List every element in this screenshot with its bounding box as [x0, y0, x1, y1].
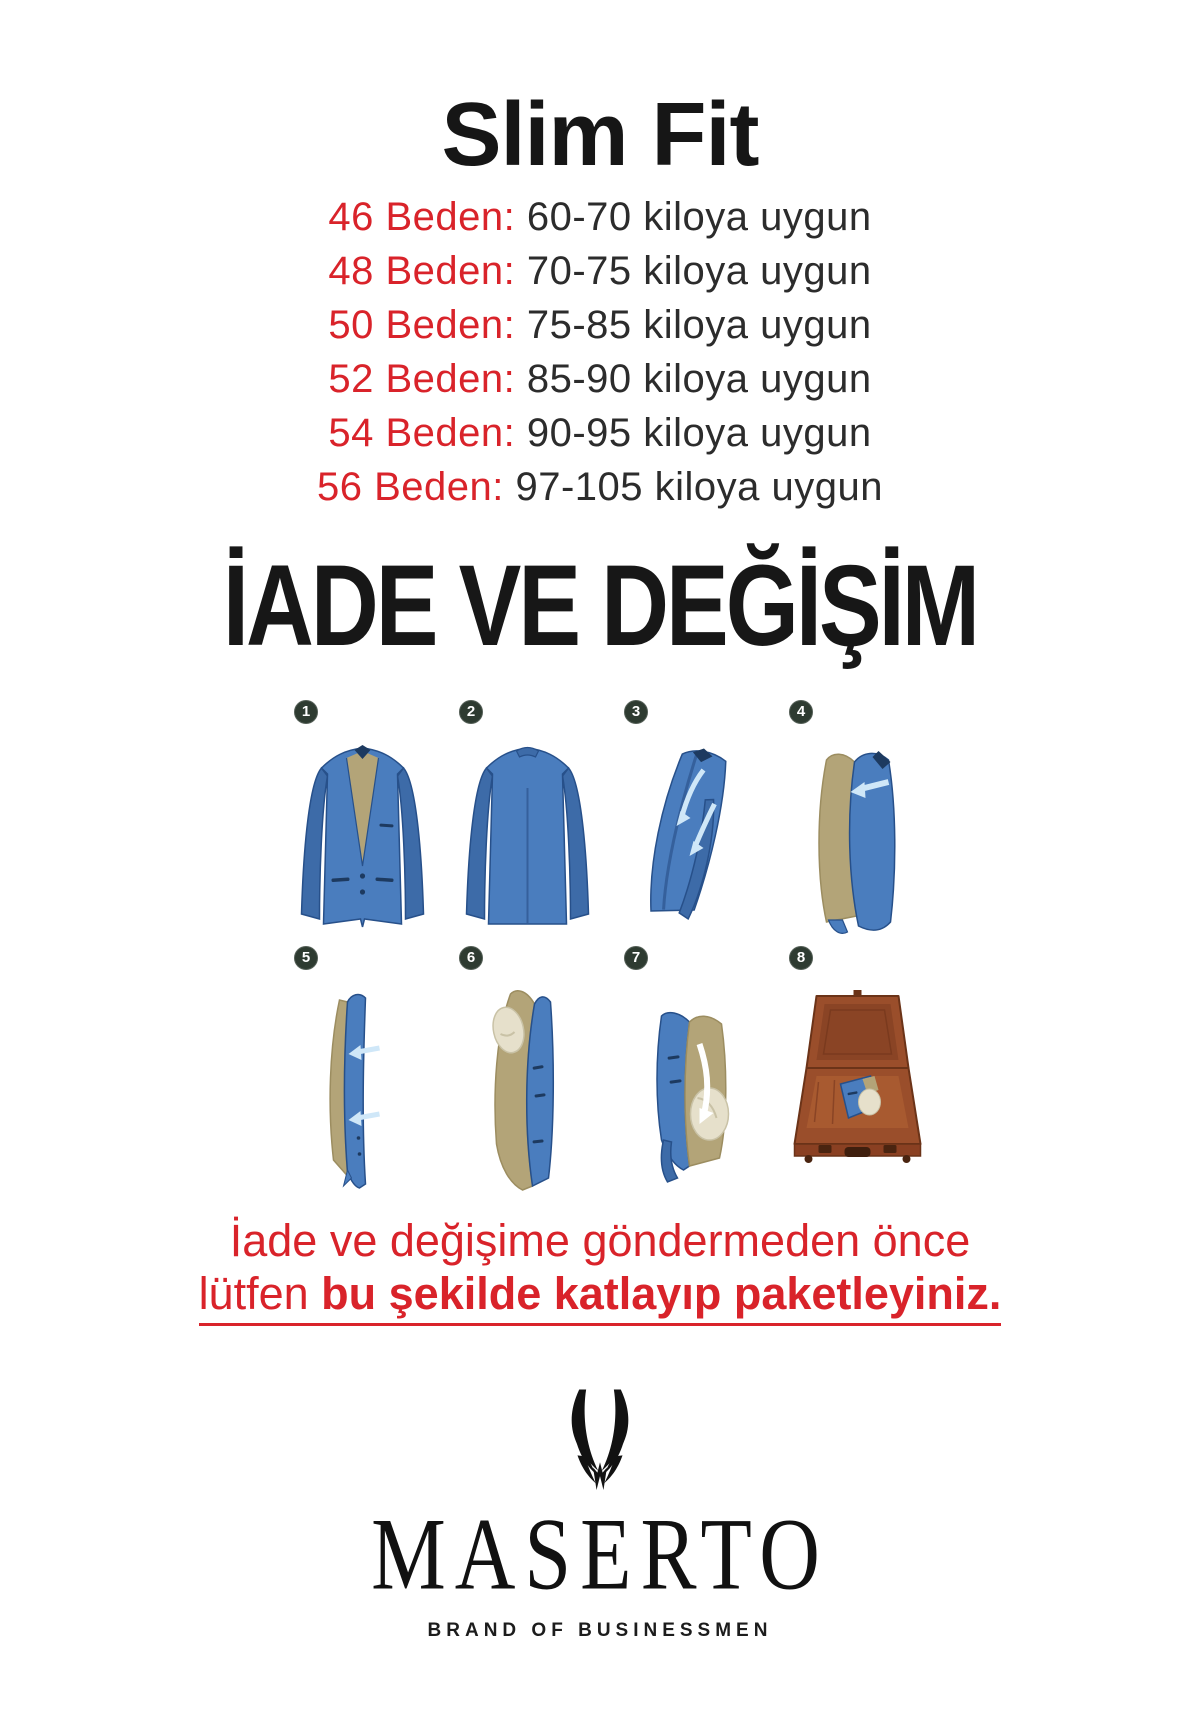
size-row — [0, 352, 1200, 406]
size-weight: 60-70 kiloya uygun — [526, 195, 872, 239]
folding-step-2 — [445, 700, 610, 948]
folding-step-3 — [610, 700, 775, 948]
size-label: 46 Beden: — [328, 195, 516, 239]
jacket-rolled-illustration — [610, 972, 775, 1192]
jacket-fold-illustration — [610, 726, 775, 946]
notice-line-1: İade ve değişime göndermeden önce — [229, 1215, 971, 1266]
size-row — [0, 244, 1200, 298]
size-weight: 85-90 kiloya uygun — [526, 357, 872, 401]
size-row — [0, 190, 1200, 244]
page-title: Slim Fit — [441, 85, 759, 185]
notice-line-2 — [0, 1267, 1200, 1326]
size-row — [0, 406, 1200, 460]
size-label: 54 Beden: — [328, 411, 516, 455]
jacket-folded-lining-illustration — [445, 972, 610, 1192]
size-label: 56 Beden: — [316, 465, 504, 509]
jacket-sleeve-inside-out-illustration — [775, 726, 940, 946]
wings-icon — [548, 1384, 652, 1492]
return-notice — [0, 1214, 1200, 1326]
step-number-badge: 1 — [294, 700, 318, 724]
size-label: 52 Beden: — [328, 357, 516, 401]
step-number-badge: 4 — [789, 700, 813, 724]
folding-step-8 — [775, 946, 940, 1194]
size-weight: 90-95 kiloya uygun — [526, 411, 872, 455]
size-label: 48 Beden: — [328, 249, 516, 293]
jacket-folded-vertical-illustration — [280, 972, 445, 1192]
step-number-badge: 8 — [789, 946, 813, 970]
returns-heading: İADE VE DEĞİŞİM — [222, 541, 978, 670]
step-number-badge: 5 — [294, 946, 318, 970]
notice-regular: lütfen — [198, 1268, 322, 1319]
suitcase-illustration — [775, 972, 940, 1192]
brand-tagline: BRAND OF BUSINESSMEN — [427, 1620, 773, 1641]
size-weight: 70-75 kiloya uygun — [526, 249, 872, 293]
size-weight: 75-85 kiloya uygun — [526, 303, 872, 347]
brand-name: MASERTO — [371, 1498, 829, 1612]
step-number-badge: 2 — [459, 700, 483, 724]
jacket-front-illustration — [280, 726, 445, 946]
step-number-badge: 6 — [459, 946, 483, 970]
size-label: 50 Beden: — [328, 303, 516, 347]
size-chart — [0, 190, 1200, 514]
folding-step-5 — [280, 946, 445, 1194]
folding-step-6 — [445, 946, 610, 1194]
size-row — [0, 298, 1200, 352]
folding-steps-row-2 — [280, 946, 940, 1194]
step-number-badge: 7 — [624, 946, 648, 970]
size-weight: 97-105 kiloya uygun — [515, 465, 884, 509]
folding-step-1 — [280, 700, 445, 948]
folding-step-4 — [775, 700, 940, 948]
notice-bold: bu şekilde katlayıp paketleyiniz. — [321, 1268, 1002, 1319]
folding-step-7 — [610, 946, 775, 1194]
jacket-back-illustration — [445, 726, 610, 946]
step-number-badge: 3 — [624, 700, 648, 724]
size-row — [0, 460, 1200, 514]
folding-steps-row-1 — [280, 700, 940, 948]
